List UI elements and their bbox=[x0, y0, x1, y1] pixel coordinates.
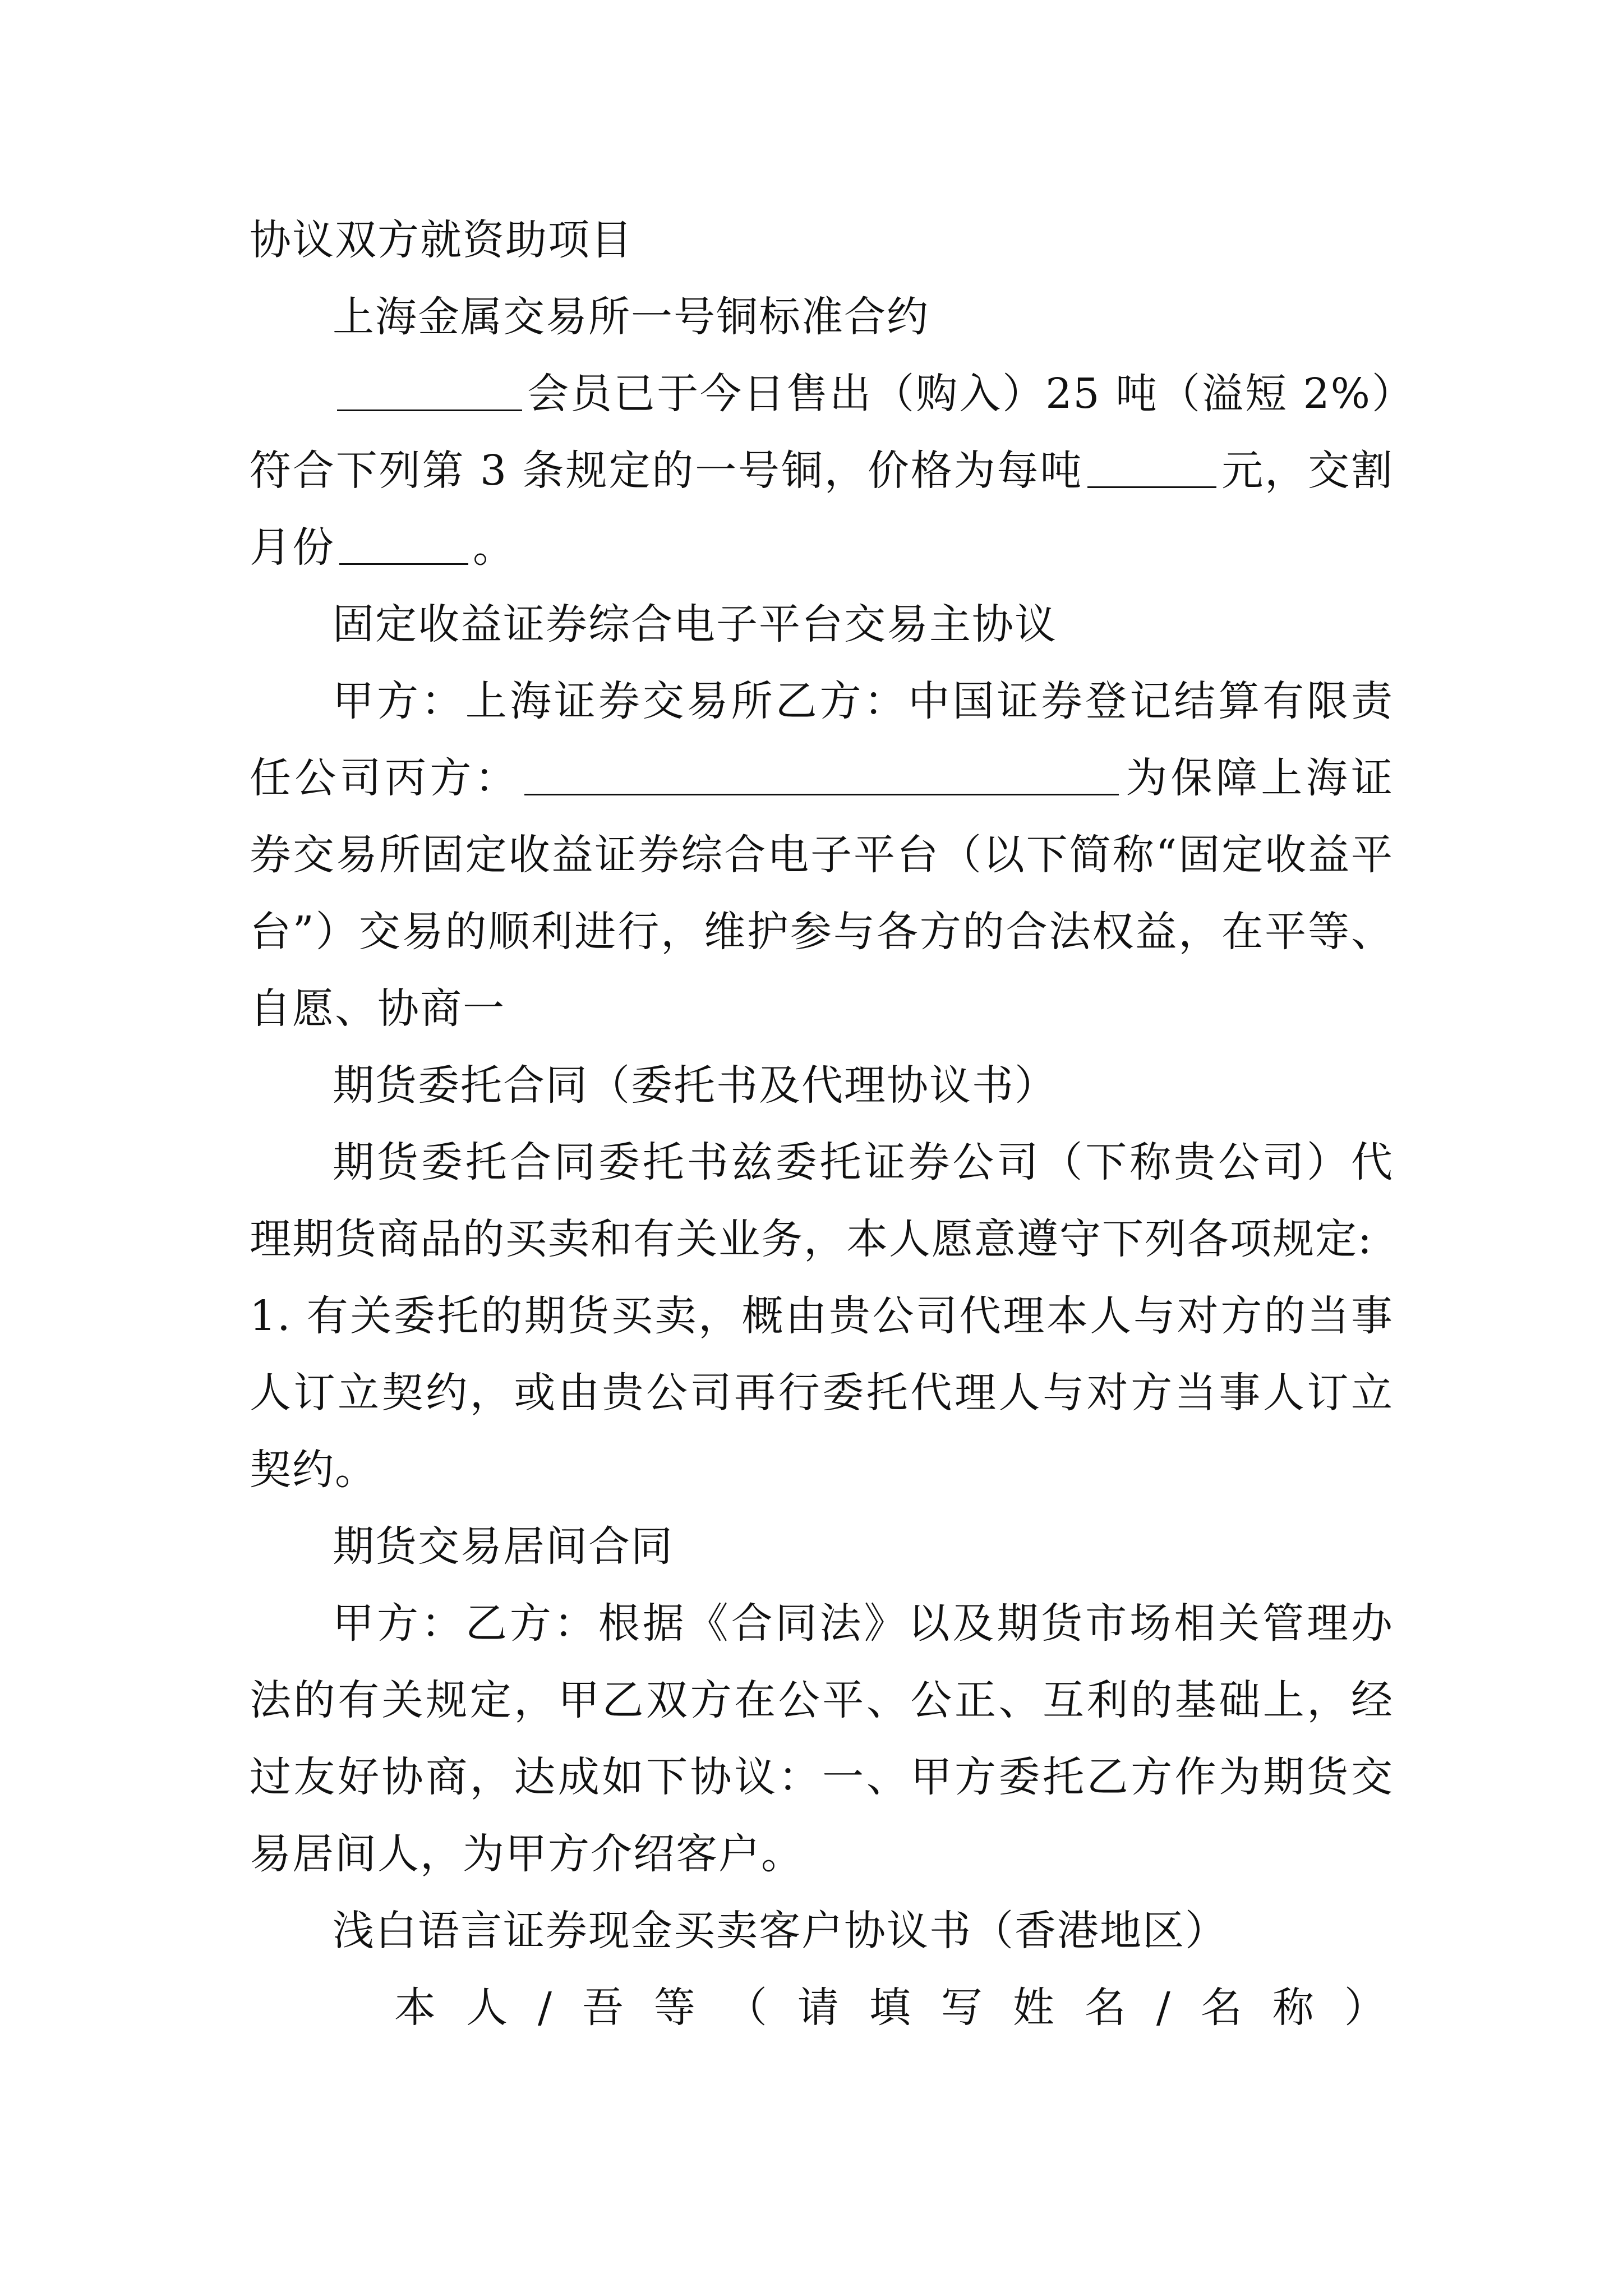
member-name-blank[interactable] bbox=[337, 374, 522, 411]
futures-entrustment-paragraph: 期货委托合同委托书兹委托证券公司（下称贵公司）代理期货商品的买卖和有关业务，本人愿意遵守下列各项规定: bbox=[250, 1138, 1394, 1263]
futures-entrustment-clause-1: 1. 有关委托的期货买卖，概由贵公司代理本人与对方的当事人订立契约，或由贵公司再行委托代理人与对方当事人订立契约。 bbox=[250, 1292, 1394, 1494]
heading-futures-brokerage: 期货交易居间合同 bbox=[333, 1522, 674, 1571]
fixed-income-text-b: 为保障上海证券交易所固定收益证券综合电子平台（以下简称“固定收益平台”）交易的顺利进行，维护参与各方的合法权益，在平等、自愿、协商一 bbox=[250, 754, 1394, 1033]
heading-fixed-income: 固定收益证券综合电子平台交易主协议 bbox=[333, 600, 1057, 648]
futures-brokerage-paragraph: 甲方：乙方：根据《合同法》以及期货市场相关管理办法的有关规定，甲乙双方在公平、公正、互利的基础上，经过友好协商，达成如下协议：一、甲方委托乙方作为期货交易居间人，为甲方介绍客户。 bbox=[250, 1599, 1394, 1878]
heading-hk-securities-agreement: 浅白语言证券现金买卖客户协议书（香港地区） bbox=[333, 1907, 1228, 1955]
heading-copper-contract: 上海金属交易所一号铜标准合约 bbox=[333, 293, 929, 341]
intro-line: 协议双方就资助项目 bbox=[250, 216, 633, 264]
delivery-month-blank[interactable] bbox=[339, 527, 468, 565]
document-body bbox=[250, 202, 1416, 2046]
price-blank[interactable] bbox=[1087, 450, 1216, 488]
copper-contract-paragraph bbox=[250, 356, 1394, 586]
copper-contract-text-c: 。 bbox=[473, 523, 515, 572]
copper-contract-text-a: 会员已于今日售出（购入）25 吨（溢短 2%）符合下列第 3 条规定的一号铜，价格为每吨 bbox=[250, 370, 1394, 495]
copper-contract-text-b: 元，交割月份 bbox=[250, 447, 1394, 572]
hk-agreement-name-line: 本人/吾等（请填写姓名/名称） bbox=[394, 1984, 1416, 2032]
fixed-income-paragraph bbox=[250, 663, 1394, 1047]
heading-futures-entrustment: 期货委托合同（委托书及代理协议书） bbox=[333, 1061, 1057, 1110]
fixed-income-text-a: 甲方：上海证券交易所乙方：中国证券登记结算有限责任公司丙方： bbox=[250, 677, 1394, 802]
party-c-blank[interactable] bbox=[524, 758, 1119, 795]
